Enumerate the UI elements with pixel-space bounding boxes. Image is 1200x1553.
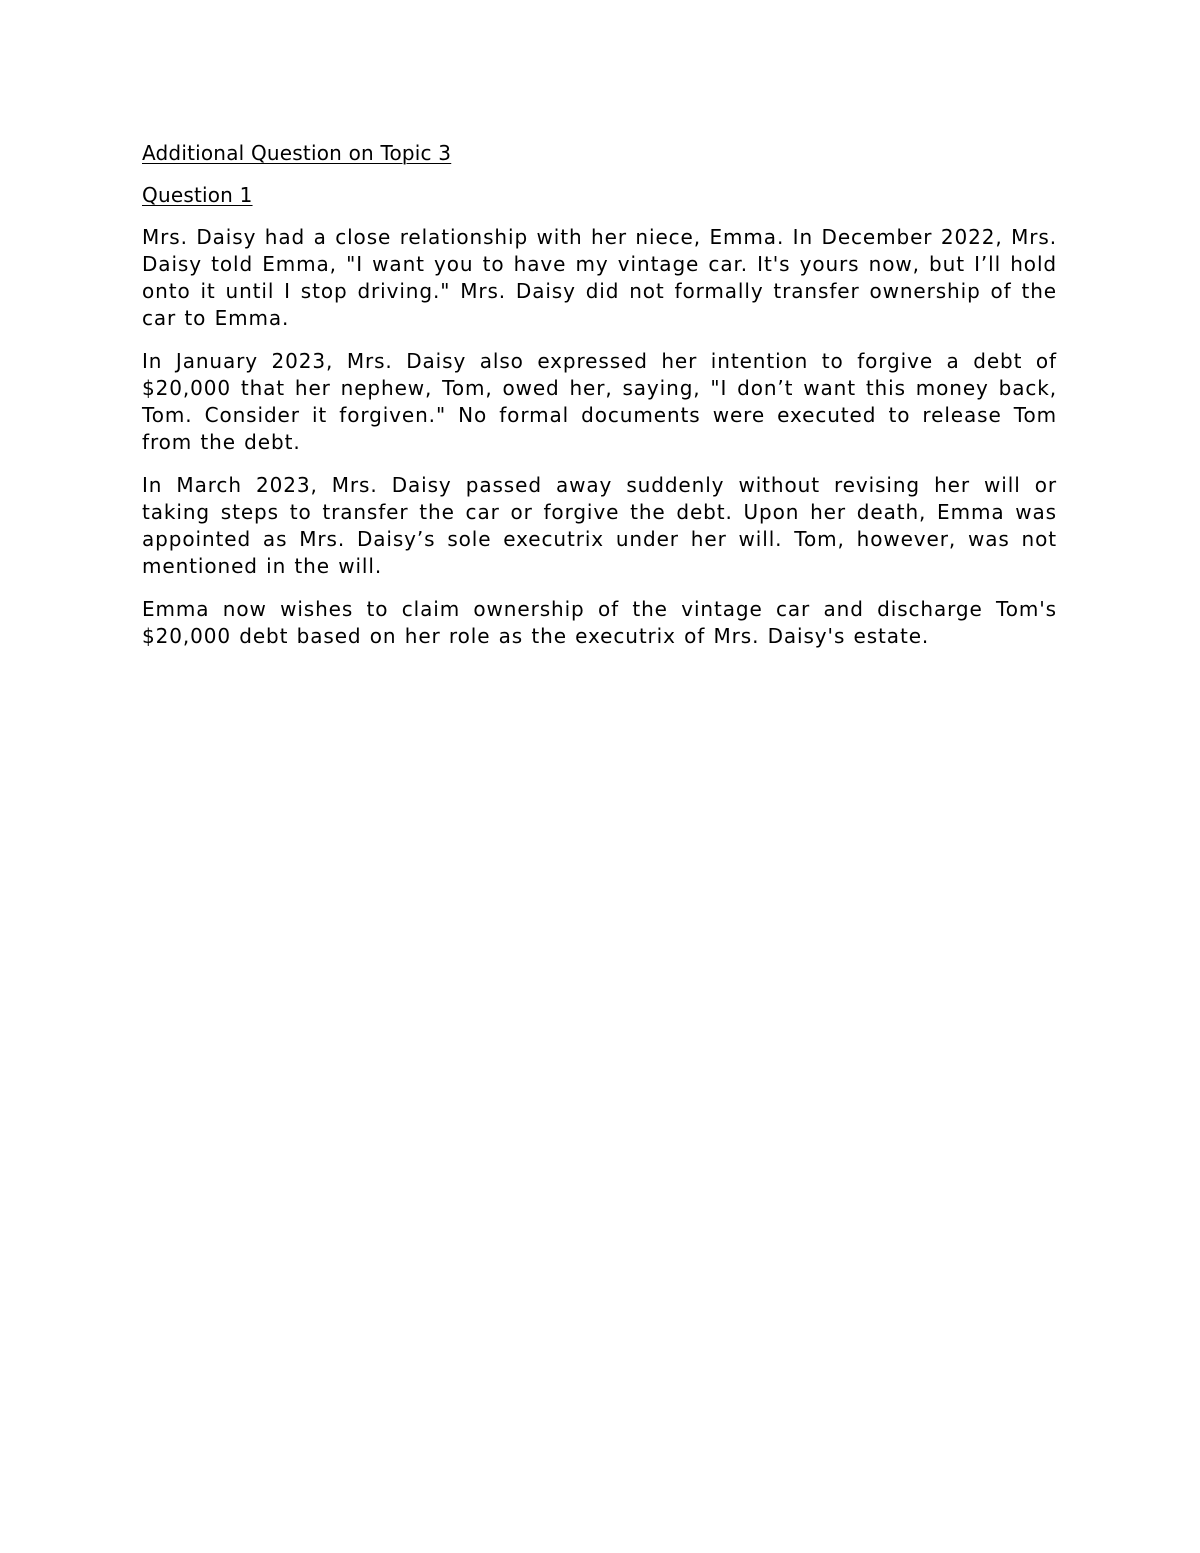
paragraph-2: In January 2023, Mrs. Daisy also expressed her intention to forgive a debt of $20,000 that her nephew, Tom, owed her, saying, "I don’t want this money back, Tom. Consider it forgiven." No formal documents were executed to release Tom from the debt. [142,349,1057,454]
document-title: Additional Question on Topic 3 [142,141,452,165]
paragraph-1: Mrs. Daisy had a close relationship with her niece, Emma. In December 2022, Mrs. Daisy told Emma, "I want you to have my vintage car. It's yours now, but I’ll hold onto it until I stop driving." Mrs. Daisy did not formally transfer ownership of the car to Emma. [142,225,1057,330]
paragraph-4: Emma now wishes to claim ownership of the vintage car and discharge Tom's $20,000 debt based on her role as the executrix of Mrs. Daisy's estate. [142,597,1057,648]
document-body [142,140,1057,666]
paragraph-3: In March 2023, Mrs. Daisy passed away suddenly without revising her will or taking steps to transfer the car or forgive the debt. Upon her death, Emma was appointed as Mrs. Daisy’s sole executrix under her will. Tom, however, was not mentioned in the will. [142,473,1057,578]
question-label: Question 1 [142,183,253,207]
